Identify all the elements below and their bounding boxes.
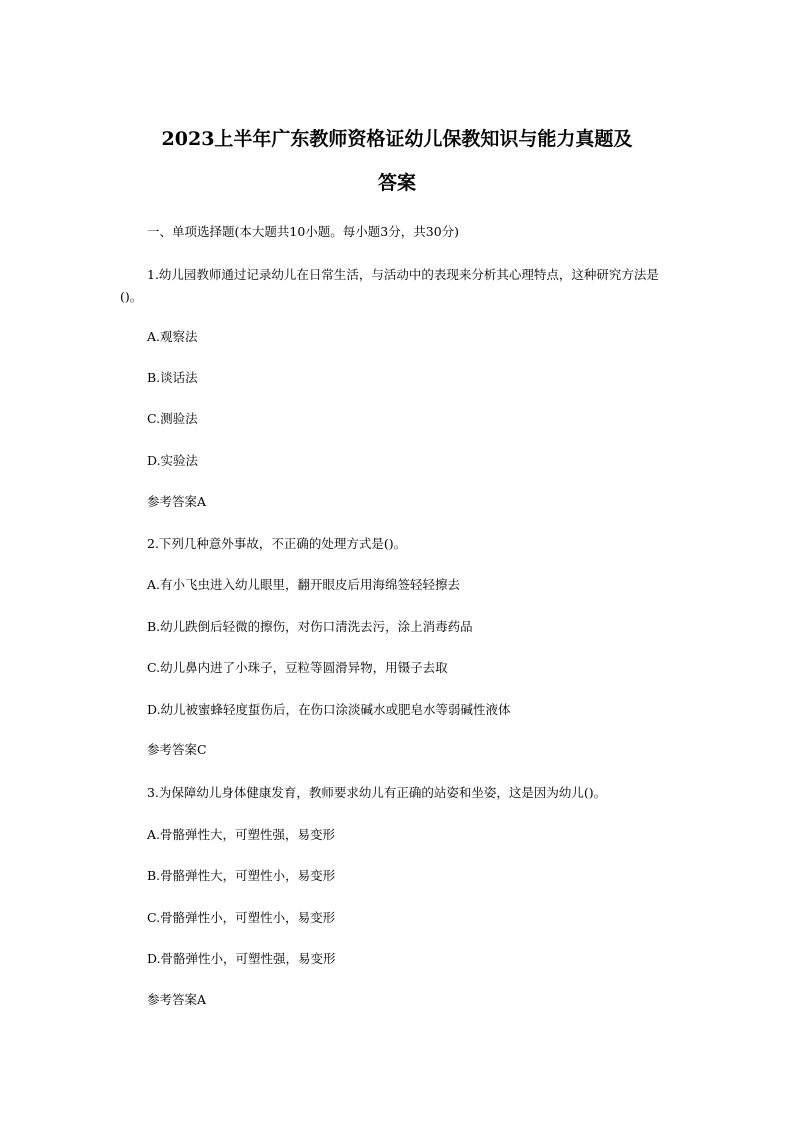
question-2-option-c: C.幼儿鼻内进了小珠子，豆粒等圆滑异物，用镊子去取 — [147, 660, 448, 675]
question-1-option-a: A.观察法 — [147, 329, 198, 344]
question-2-option-a: A.有小飞虫进入幼儿眼里，翻开眼皮后用海绵签轻轻擦去 — [147, 577, 461, 592]
question-2-option-d: D.幼儿被蜜蜂轻度蜇伤后，在伤口涂淡碱水或肥皂水等弱碱性液体 — [147, 702, 511, 717]
question-2-stem: 2.下列几种意外事故，不正确的处理方式是()。 — [147, 536, 407, 551]
document-title-line-2: 答案 — [377, 172, 416, 194]
question-3-answer: 参考答案A — [147, 992, 207, 1007]
question-1-answer: 参考答案A — [147, 494, 207, 509]
question-2-option-b: B.幼儿跌倒后轻微的擦伤，对伤口清洗去污，涂上消毒药品 — [147, 619, 473, 634]
question-1-stem: 1.幼儿园教师通过记录幼儿在日常生活，与活动中的表现来分析其心理特点，这种研究方法是()。 — [120, 267, 659, 304]
document-title-line-1: 2023上半年广东教师资格证幼儿保教知识与能力真题及 — [161, 128, 633, 150]
section-heading: 一、单项选择题(本大题共10小题。每小题3分，共30分) — [147, 224, 460, 239]
question-3-option-b: B.骨骼弹性大，可塑性小，易变形 — [147, 868, 336, 883]
question-3-option-c: C.骨骼弹性小，可塑性小，易变形 — [147, 910, 336, 925]
question-3-stem: 3.为保障幼儿身体健康发育，教师要求幼儿有正确的站姿和坐姿，这是因为幼儿()。 — [147, 785, 607, 800]
question-2-answer: 参考答案C — [147, 742, 207, 757]
question-1-option-b: B.谈话法 — [147, 370, 198, 385]
question-1-option-d: D.实验法 — [147, 453, 199, 468]
question-3-option-a: A.骨骼弹性大，可塑性强，易变形 — [147, 827, 336, 842]
question-1-option-c: C.测验法 — [147, 411, 198, 426]
question-3-option-d: D.骨骼弹性小，可塑性强，易变形 — [147, 951, 336, 966]
